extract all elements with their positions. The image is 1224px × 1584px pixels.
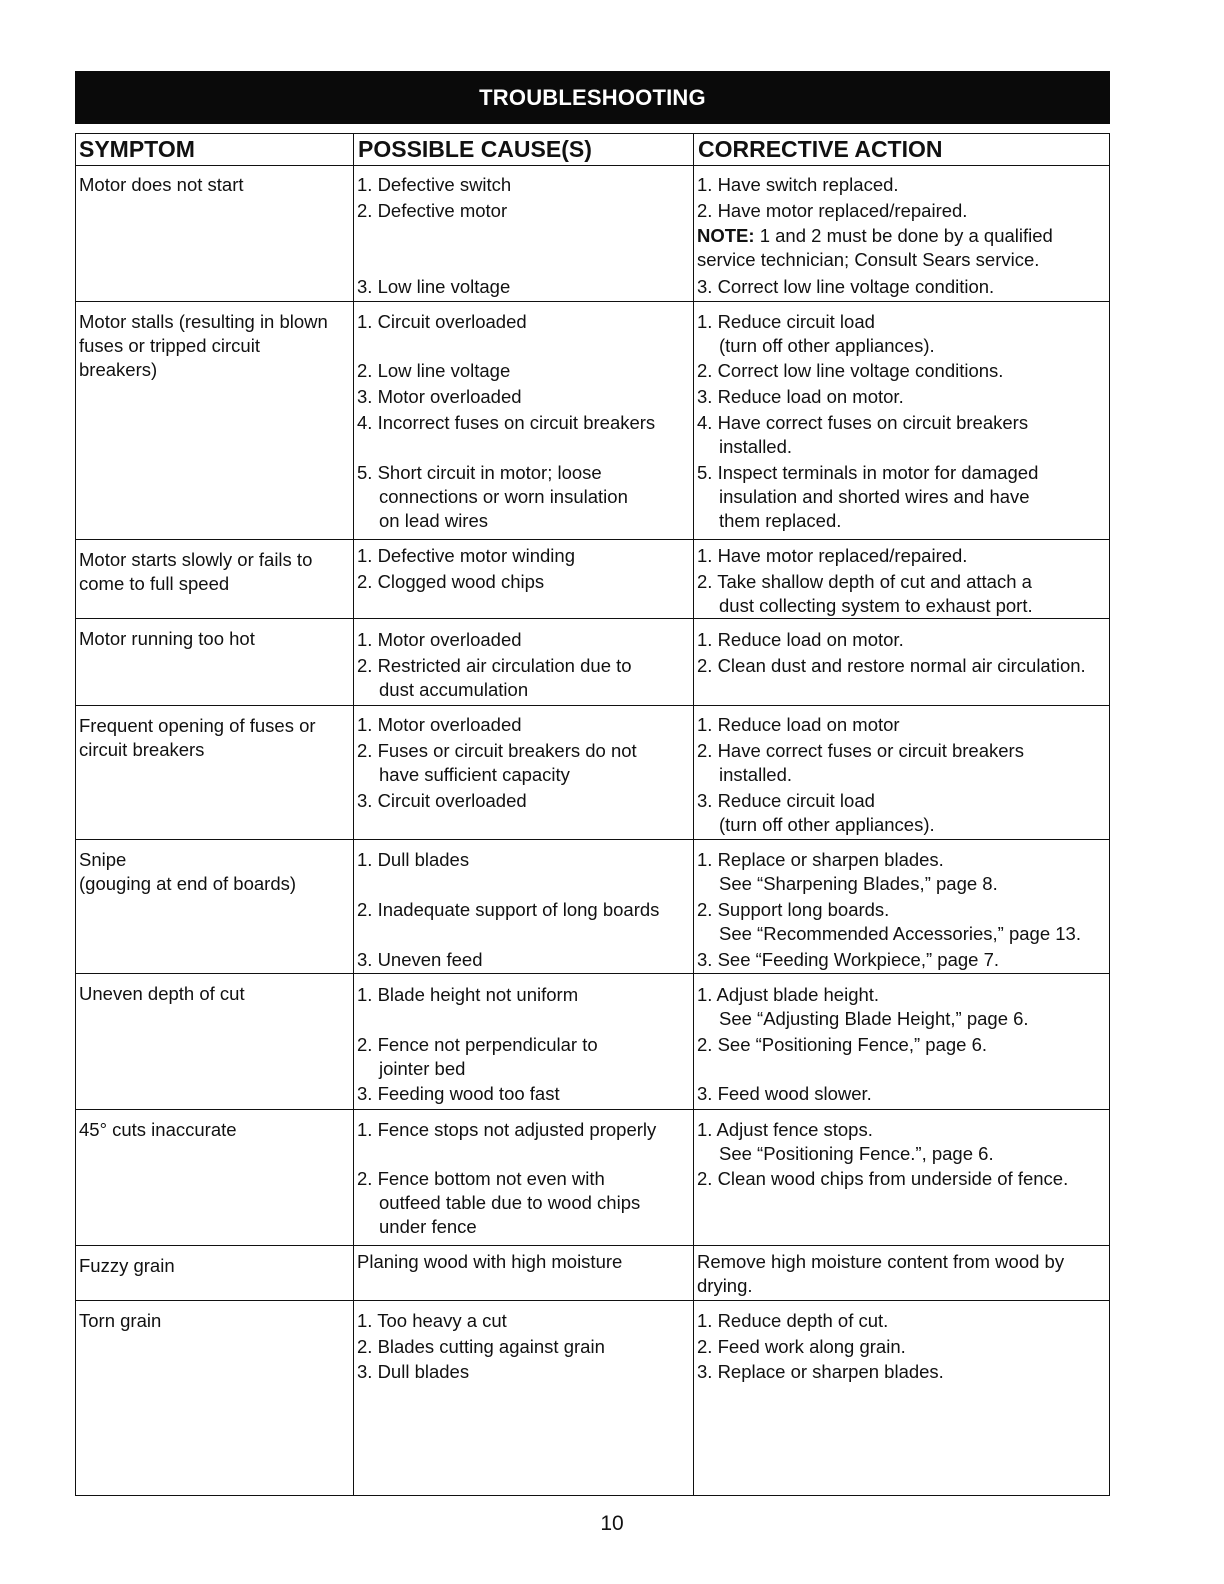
cause-text: 2. Blades cutting against grain xyxy=(357,1336,605,1357)
action-text: 1. Have motor replaced/repaired. xyxy=(697,545,968,566)
cause-text: connections or worn insulation xyxy=(379,486,628,507)
action-text: (turn off other appliances). xyxy=(719,335,935,356)
note-text: service technician; Consult Sears service. xyxy=(697,249,1040,270)
action-text: 3. Correct low line voltage condition. xyxy=(697,276,995,297)
action-text: 1. Adjust blade height. xyxy=(697,984,880,1005)
action-text: 3. Feed wood slower. xyxy=(697,1083,872,1104)
action-text: See “Positioning Fence.”, page 6. xyxy=(719,1143,994,1164)
action-text: 4. Have correct fuses on circuit breakers xyxy=(697,412,1029,433)
action-text: 2. Feed work along grain. xyxy=(697,1336,906,1357)
action-text: insulation and shorted wires and have xyxy=(719,486,1030,507)
cause-text: 1. Blade height not uniform xyxy=(357,984,579,1005)
cause-text: 3. Low line voltage xyxy=(357,276,511,297)
cause-text: 1. Motor overloaded xyxy=(357,714,522,735)
row-separator xyxy=(76,705,1109,706)
action-text: 2. Have motor replaced/repaired. xyxy=(697,200,968,221)
cause-text: 3. Feeding wood too fast xyxy=(357,1083,560,1104)
column-divider xyxy=(693,134,694,1495)
action-text: See “Recommended Accessories,” page 13. xyxy=(719,923,1081,944)
action-text: 2. Support long boards. xyxy=(697,899,890,920)
symptom-text: Snipe xyxy=(79,849,127,870)
cause-text: 3. Dull blades xyxy=(357,1361,470,1382)
action-text: 3. Replace or sharpen blades. xyxy=(697,1361,944,1382)
action-text: installed. xyxy=(719,764,793,785)
page-title-banner xyxy=(75,71,1110,124)
header-symptom: SYMPTOM xyxy=(79,136,195,162)
action-text: them replaced. xyxy=(719,510,842,531)
action-text: 3. Reduce load on motor. xyxy=(697,386,904,407)
action-text: 2. Clean wood chips from underside of fence. xyxy=(697,1168,1069,1189)
page-number: 10 xyxy=(600,1512,624,1535)
action-text: 1. Reduce circuit load xyxy=(697,311,875,332)
cause-text: 1. Fence stops not adjusted properly xyxy=(357,1119,657,1140)
cause-text: 2. Low line voltage xyxy=(357,360,511,381)
cause-text: 1. Circuit overloaded xyxy=(357,311,527,332)
header-possible-causes: POSSIBLE CAUSE(S) xyxy=(358,136,592,162)
row-separator xyxy=(76,1245,1109,1246)
action-text: 1. Reduce depth of cut. xyxy=(697,1310,889,1331)
symptom-text: breakers) xyxy=(79,359,158,380)
symptom-text: come to full speed xyxy=(79,573,230,594)
symptom-text: Frequent opening of fuses or xyxy=(79,715,316,736)
action-text: 2. Clean dust and restore normal air circulation. xyxy=(697,655,1086,676)
action-text: 3. Reduce circuit load xyxy=(697,790,875,811)
page-title: TROUBLESHOOTING xyxy=(479,84,706,110)
cause-text: 3. Uneven feed xyxy=(357,949,483,970)
cause-text: 2. Restricted air circulation due to xyxy=(357,655,632,676)
table-header-row xyxy=(76,134,1109,166)
cause-text: 1. Defective motor winding xyxy=(357,545,575,566)
cause-text: 1. Motor overloaded xyxy=(357,629,522,650)
action-text: 1. Reduce load on motor xyxy=(697,714,900,735)
cause-text: have sufficient capacity xyxy=(379,764,570,785)
cause-text: 2. Fuses or circuit breakers do not xyxy=(357,740,637,761)
symptom-text: Fuzzy grain xyxy=(79,1255,175,1276)
cause-text: 5. Short circuit in motor; loose xyxy=(357,462,602,483)
action-text: 1. Reduce load on motor. xyxy=(697,629,904,650)
symptom-text: 45° cuts inaccurate xyxy=(79,1119,237,1140)
cause-text: 4. Incorrect fuses on circuit breakers xyxy=(357,412,656,433)
cause-text: under fence xyxy=(379,1216,477,1237)
cause-text: 2. Defective motor xyxy=(357,200,508,221)
action-text: drying. xyxy=(697,1275,753,1296)
action-text: 1. Adjust fence stops. xyxy=(697,1119,873,1140)
symptom-text: (gouging at end of boards) xyxy=(79,873,297,894)
action-text: 1. Replace or sharpen blades. xyxy=(697,849,944,870)
cause-text: outfeed table due to wood chips xyxy=(379,1192,641,1213)
action-text: 2. Have correct fuses or circuit breakers xyxy=(697,740,1024,761)
troubleshooting-table xyxy=(75,133,1110,1496)
cause-text: 2. Clogged wood chips xyxy=(357,571,545,592)
action-text: installed. xyxy=(719,436,793,457)
column-divider xyxy=(353,134,354,1495)
action-text: dust collecting system to exhaust port. xyxy=(719,595,1033,616)
cause-text: 1. Defective switch xyxy=(357,174,512,195)
cause-text: dust accumulation xyxy=(379,679,529,700)
action-text: See “Adjusting Blade Height,” page 6. xyxy=(719,1008,1029,1029)
symptom-text: Motor starts slowly or fails to xyxy=(79,549,313,570)
header-corrective-action: CORRECTIVE ACTION xyxy=(698,136,943,162)
symptom-text: Uneven depth of cut xyxy=(79,983,245,1004)
symptom-text: fuses or tripped circuit xyxy=(79,335,260,356)
symptom-text: Motor does not start xyxy=(79,174,244,195)
action-text: See “Sharpening Blades,” page 8. xyxy=(719,873,998,894)
action-text: 2. Correct low line voltage conditions. xyxy=(697,360,1004,381)
action-text: 5. Inspect terminals in motor for damaged xyxy=(697,462,1039,483)
action-text: 2. Take shallow depth of cut and attach a xyxy=(697,571,1032,592)
row-separator xyxy=(76,618,1109,619)
symptom-text: Torn grain xyxy=(79,1310,162,1331)
note-text: 1 and 2 must be done by a qualified xyxy=(754,225,1053,246)
symptom-text: Motor running too hot xyxy=(79,628,255,649)
cause-text: on lead wires xyxy=(379,510,489,531)
note-label: NOTE: xyxy=(697,225,755,246)
action-text: 1. Have switch replaced. xyxy=(697,174,899,195)
action-text: (turn off other appliances). xyxy=(719,814,935,835)
symptom-text: circuit breakers xyxy=(79,739,205,760)
cause-text: 2. Fence not perpendicular to xyxy=(357,1034,598,1055)
cause-text: jointer bed xyxy=(379,1058,466,1079)
row-separator xyxy=(76,1109,1109,1110)
row-separator xyxy=(76,973,1109,974)
cause-text: 1. Dull blades xyxy=(357,849,470,870)
action-text: 3. See “Feeding Workpiece,” page 7. xyxy=(697,949,999,970)
action-text: 2. See “Positioning Fence,” page 6. xyxy=(697,1034,988,1055)
symptom-text: Motor stalls (resulting in blown xyxy=(79,311,328,332)
row-separator xyxy=(76,301,1109,302)
action-text: Remove high moisture content from wood by xyxy=(697,1251,1065,1272)
cause-text: 2. Fence bottom not even with xyxy=(357,1168,605,1189)
row-separator xyxy=(76,839,1109,840)
cause-text: 3. Circuit overloaded xyxy=(357,790,527,811)
row-separator xyxy=(76,539,1109,540)
cause-text: 3. Motor overloaded xyxy=(357,386,522,407)
note-line xyxy=(697,224,1053,249)
cause-text: 1. Too heavy a cut xyxy=(357,1310,507,1331)
row-separator xyxy=(76,1300,1109,1301)
cause-text: 2. Inadequate support of long boards xyxy=(357,899,660,920)
cause-text: Planing wood with high moisture xyxy=(357,1251,623,1272)
